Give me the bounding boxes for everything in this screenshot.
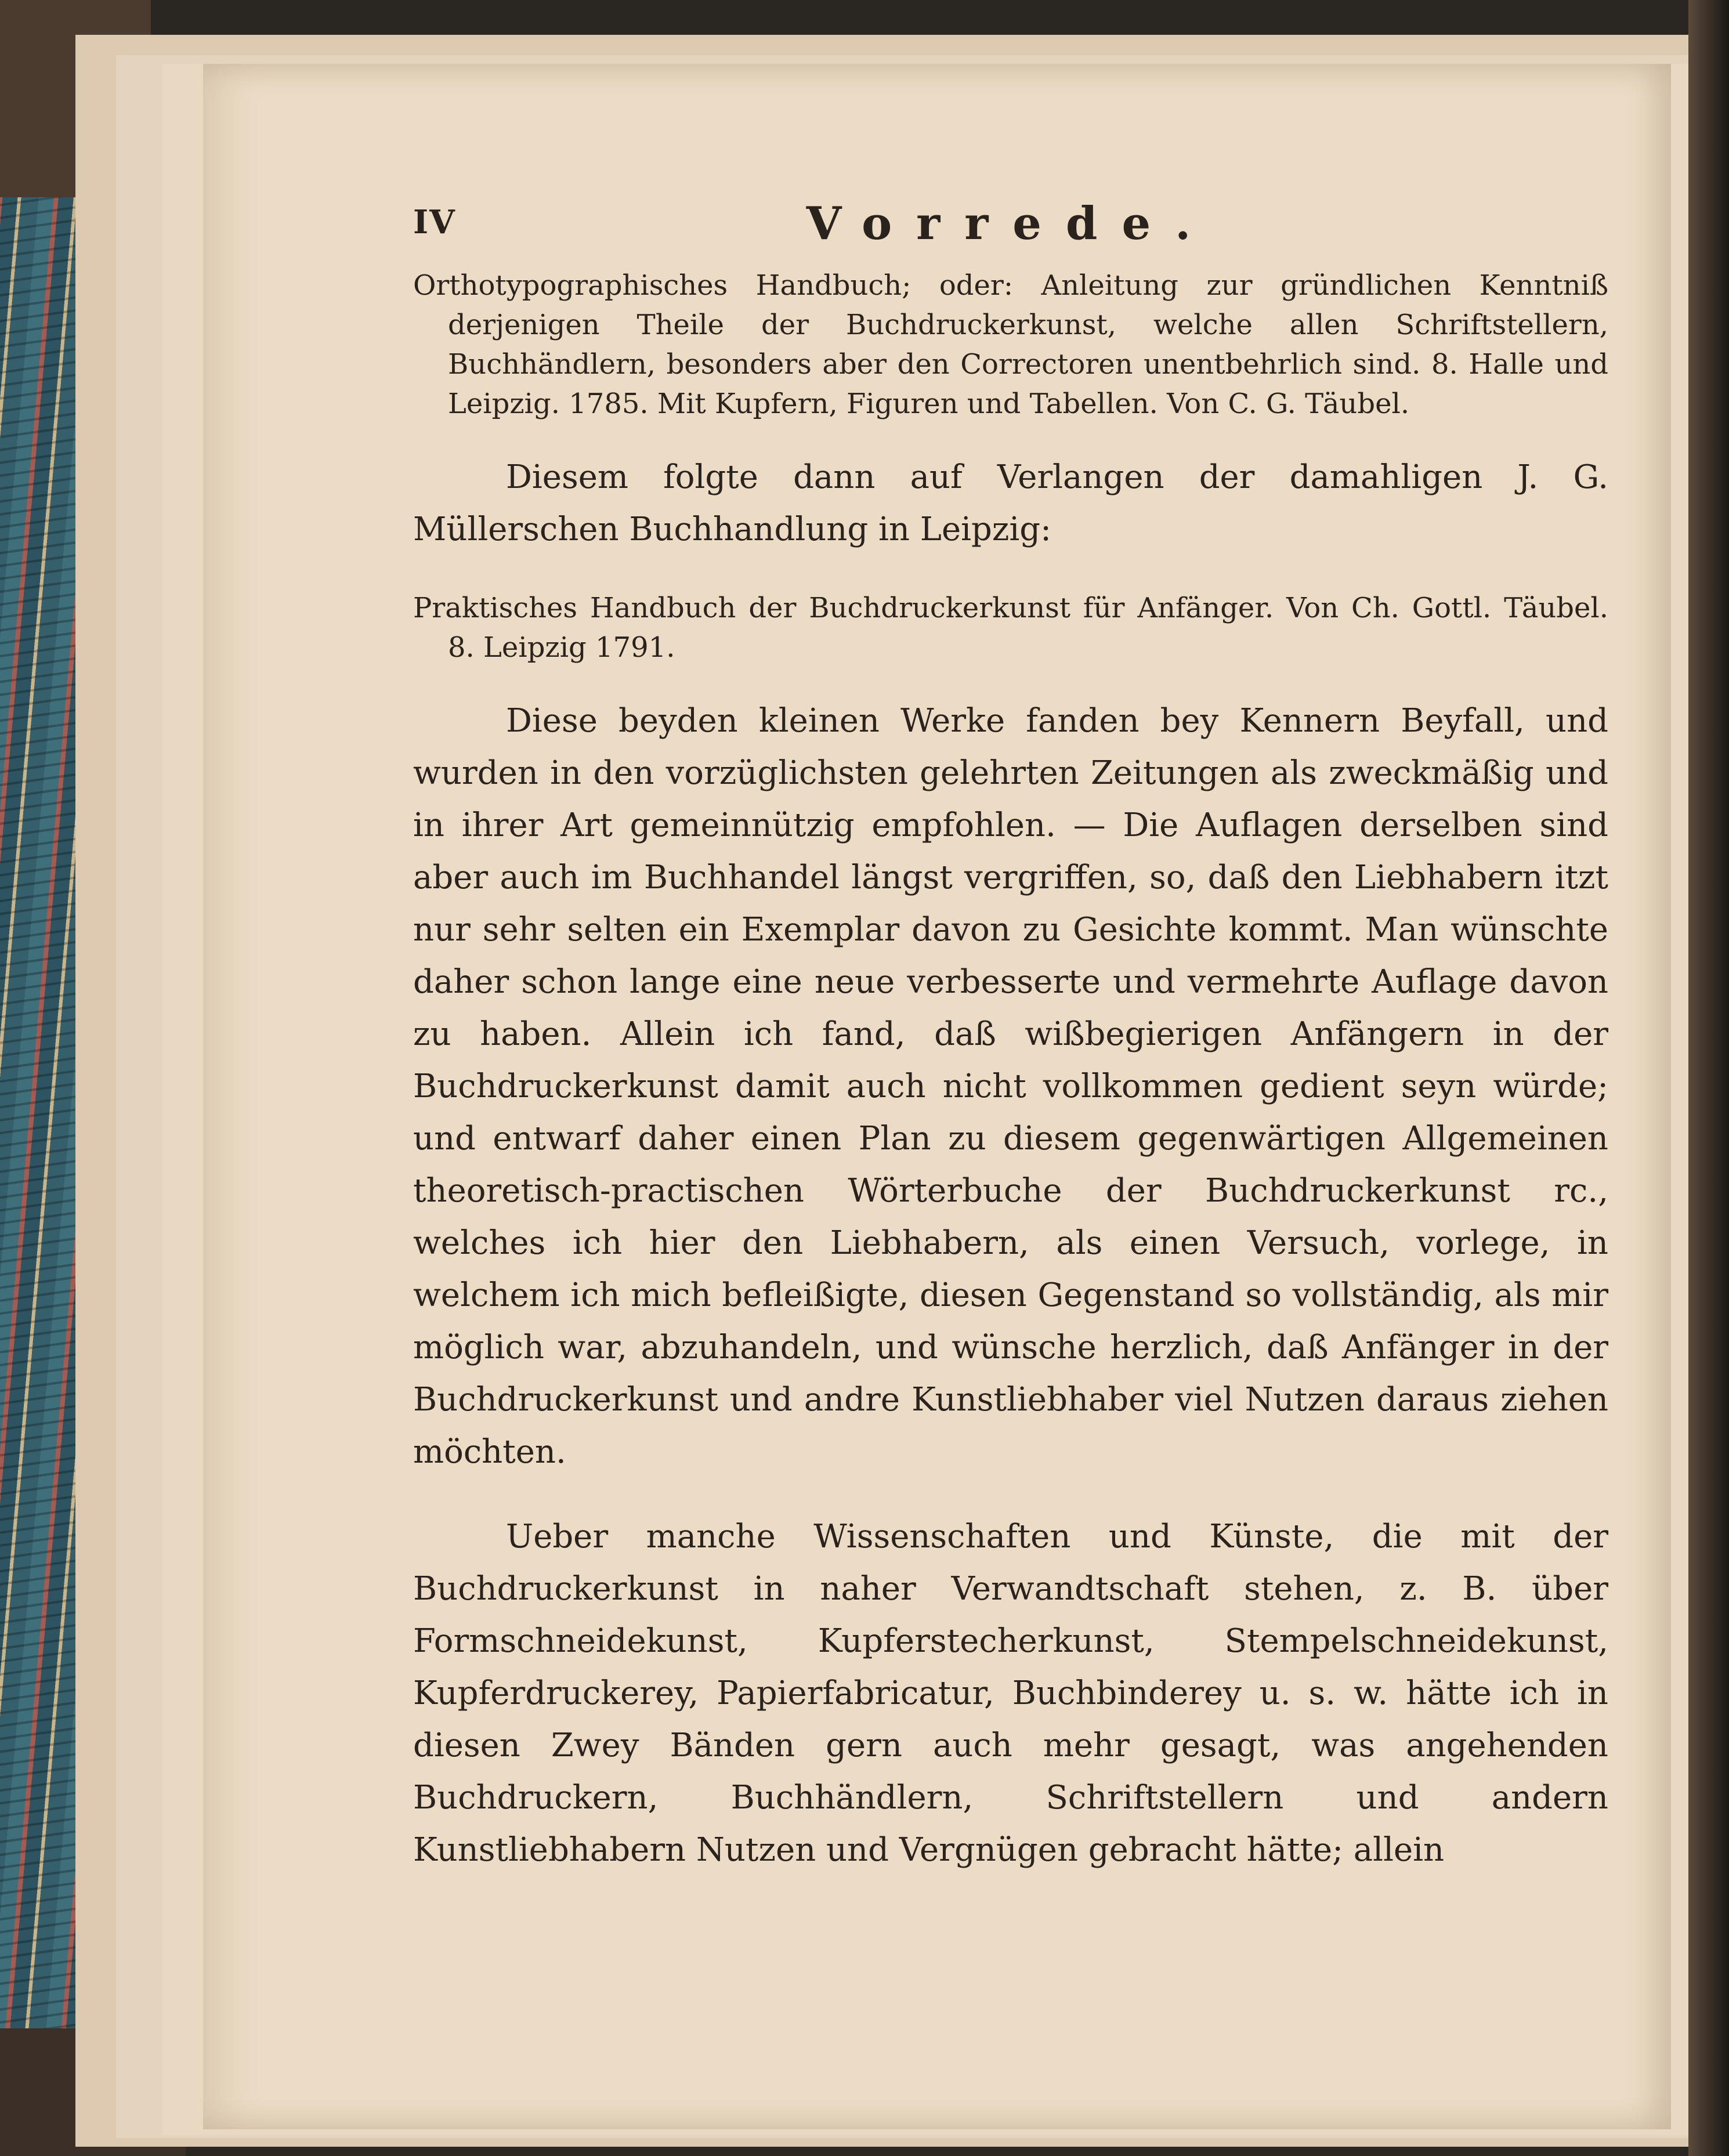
paragraph-beyfall: Diese beyden kleinen Werke fanden bey Kennern Beyfall, und wurden in den vorzüglichsten gelehrten Zeitungen als zweckmäßig und in ihrer Art gemeinnützig empfohlen. — Die Auflagen derselben sind aber auch im Buchhandel längst vergriffen, so, daß den Liebhabern itzt nur sehr selten ein Exemplar davon zu Gesichte kommt. Man wünschte daher schon lange eine neue verbesserte und vermehrte Auflage davon zu haben. Allein ich fand, daß wißbegierigen Anfängern in der Buchdruckerkunst damit auch nicht vollkommen gedient seyn würde; und entwarf daher einen Plan zu diesem gegenwärtigen Allgemeinen theoretisch-practischen Wörterbuche der Buchdruckerkunst rc., welches ich hier den Liebhabern, als einen Versuch, vorlege, in welchem ich mich befleißigte, diesen Gegenstand so vollständig, als mir möglich war, abzuhandeln, und wünsche herzlich, daß Anfänger in der Buchdruckerkunst und andre Kunstliebhaber viel Nutzen daraus ziehen möchten. xyxy=(413,702,1608,1471)
page-number: IV xyxy=(413,203,456,241)
gutter-shadow xyxy=(1688,0,1729,2156)
paragraph-verwandte-kuenste: Ueber manche Wissenschaften und Künste, die mit der Buchdruckerkunst in naher Verwandtschaft stehen, z. B. über Formschneidekunst, Kupferstecherkunst, Stempelschneidekunst, Kupferdruckerey, Papierfabricatur, Buchbinderey u. s. w. hätte ich in diesen Zwey Bänden gern auch mehr gesagt, was angehenden Buchdruckern, Buchhändlern, Schriftstellern und andern Kunstliebhabern Nutzen und Vergnügen gebracht hätte; allein xyxy=(413,1518,1608,1869)
paragraph-mueller-buchhandlung: Diesem folgte dann auf Verlangen der damahligen J. G. Müllerschen Buchhandlung in Leipzig: xyxy=(413,458,1608,548)
citation-praktisches-handbuch: Praktisches Handbuch der Buchdruckerkunst für Anfänger. Von Ch. Gottl. Täubel. 8. Leipzig 1791. xyxy=(413,592,1608,664)
citation-orthotypographisches-handbuch: Orthotypographisches Handbuch; oder: Anleitung zur gründlichen Kenntniß derjenigen Theile der Buchdruckerkunst, welche allen Schriftstellern, Buchhändlern, besonders aber den Correctoren unentbehrlich sind. 8. Halle und Leipzig. 1785. Mit Kupfern, Figuren und Tabellen. Von C. G. Täubel. xyxy=(413,269,1608,420)
page-text xyxy=(413,191,1608,1909)
page-header xyxy=(413,191,1608,261)
running-title: Vorrede. xyxy=(806,197,1216,250)
